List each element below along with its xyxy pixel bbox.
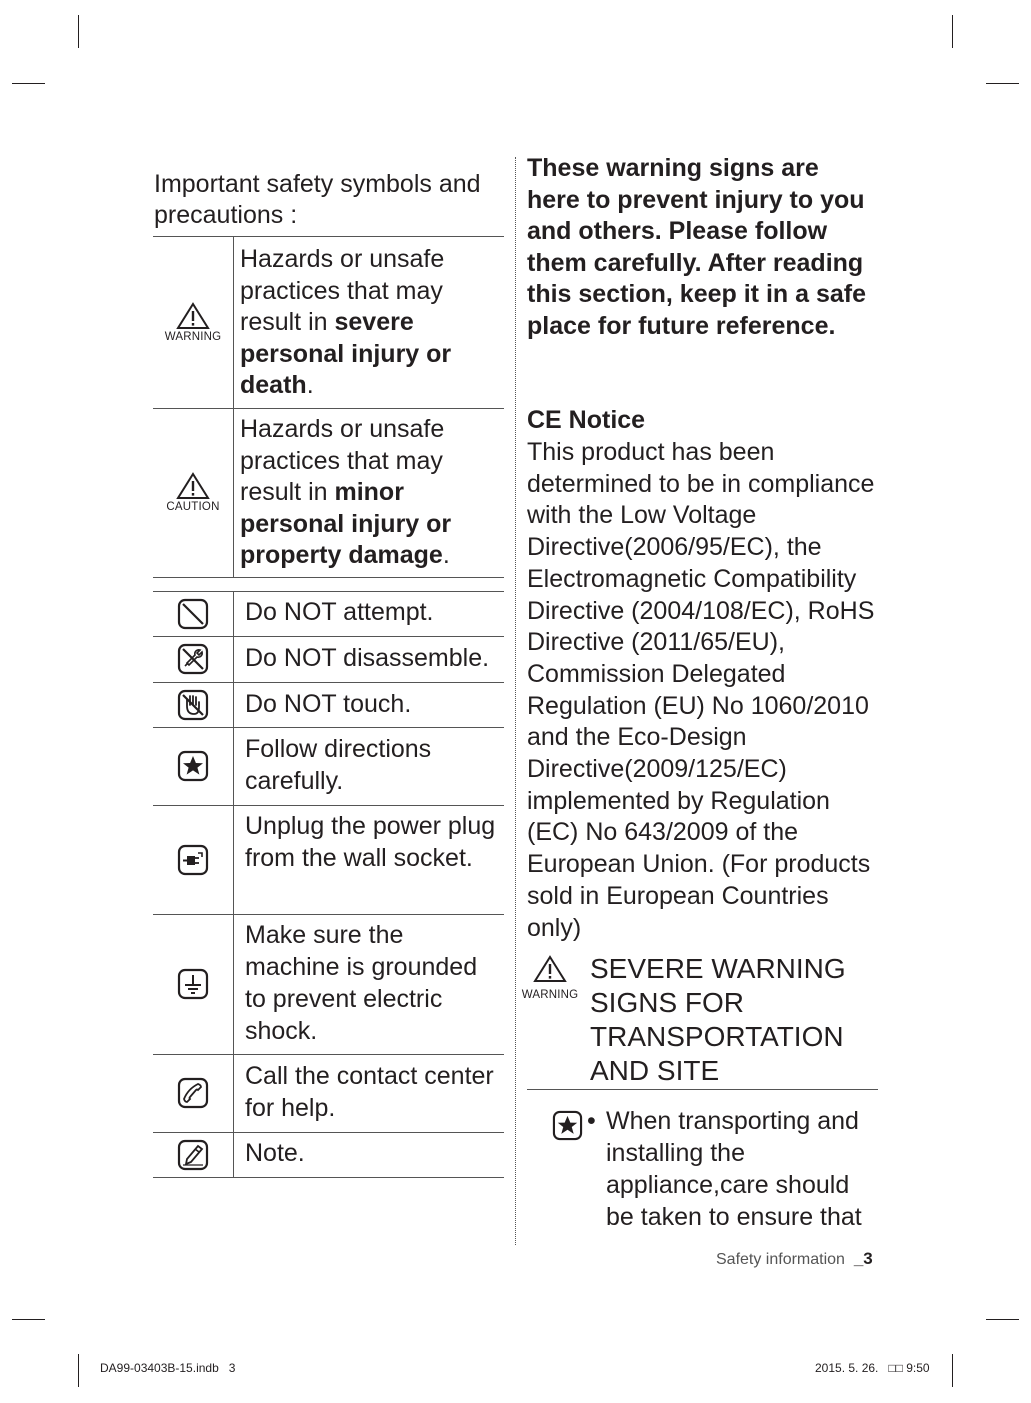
star-directions-icon <box>552 1110 583 1146</box>
table-column-rule <box>233 591 234 1177</box>
column-divider <box>515 157 516 1245</box>
page-number: _3 <box>853 1249 873 1268</box>
prohibited-icon <box>153 591 233 636</box>
caution-description: Hazards or unsafe practices that may result in minor personal injury or property damage. <box>240 415 452 569</box>
symbol-text: Do NOT attempt. <box>245 598 434 626</box>
warning-description: Hazards or unsafe practices that may result in severe personal injury or death. <box>240 245 452 399</box>
severe-warning-label: WARNING <box>521 989 579 1001</box>
table-column-rule <box>233 236 234 577</box>
warning-triangle-icon <box>533 955 567 983</box>
warning-triangle-icon <box>176 302 210 330</box>
note-icon <box>153 1132 233 1177</box>
slug-date: 2015. 5. 26. □□ 9:50 <box>815 1361 930 1375</box>
crop-mark <box>12 83 45 84</box>
warning-symbol <box>153 236 233 408</box>
crop-mark <box>986 83 1019 84</box>
table-rule <box>153 1177 504 1178</box>
ce-notice-body: This product has been determined to be in compliance with the Low Voltage Directive(2006/95/EC), the Electromagnetic Compatibility Directive (2004/108/EC), RoHS Directive (2011/65/EU), Commission Delegated Regulation (EU) No 1060/2010 and the Eco-Design Directive(2009/125/EC) implemented by Regulation (EC) No 643/2009 of the European Union. (For products sold in European Countries only) <box>527 438 875 942</box>
severe-warning-symbol <box>519 955 581 1001</box>
intro-paragraph: These warning signs are here to prevent injury to you and others. Please follow them carefully. After reading this section, keep it in a safe place for future reference. <box>527 154 867 340</box>
footer-section: Safety information <box>716 1251 845 1268</box>
crop-mark <box>952 15 953 48</box>
symbol-text: Note. <box>245 1139 305 1167</box>
caution-label: CAUTION <box>166 501 220 513</box>
no-disassemble-icon <box>153 636 233 682</box>
table-rule <box>153 577 504 578</box>
crop-mark <box>952 1354 953 1387</box>
bullet-icon: • <box>587 1107 596 1135</box>
symbol-text: Call the contact center for help. <box>245 1062 494 1122</box>
ground-icon <box>153 914 233 1054</box>
crop-mark <box>78 15 79 48</box>
crop-mark <box>78 1354 79 1387</box>
warning-label: WARNING <box>164 330 222 343</box>
symbols-heading: Important safety symbols and precautions : <box>154 170 481 229</box>
crop-mark <box>986 1319 1019 1320</box>
section-rule <box>527 1089 878 1090</box>
severe-warning-title: SEVERE WARNING SIGNS FOR TRANSPORTATION AND SITE <box>590 953 846 1086</box>
phone-icon <box>153 1054 233 1132</box>
page-footer <box>716 1249 873 1269</box>
symbol-text: Make sure the machine is grounded to prevent electric shock. <box>245 921 478 1045</box>
caution-triangle-icon <box>176 472 210 500</box>
caution-symbol <box>153 408 233 577</box>
star-directions-icon <box>153 727 233 805</box>
symbol-text: Follow directions carefully. <box>245 735 432 795</box>
slug-filename: DA99-03403B-15.indb 3 <box>100 1361 236 1375</box>
symbol-text: Unplug the power plug from the wall socket. <box>245 812 496 872</box>
unplug-icon <box>153 805 233 914</box>
no-touch-icon <box>153 682 233 727</box>
bullet-text: When transporting and installing the appliance,care should be taken to ensure that <box>606 1107 862 1231</box>
symbol-text: Do NOT disassemble. <box>245 644 490 672</box>
crop-mark <box>12 1319 45 1320</box>
ce-notice-title: CE Notice <box>527 406 646 434</box>
symbol-text: Do NOT touch. <box>245 690 412 718</box>
